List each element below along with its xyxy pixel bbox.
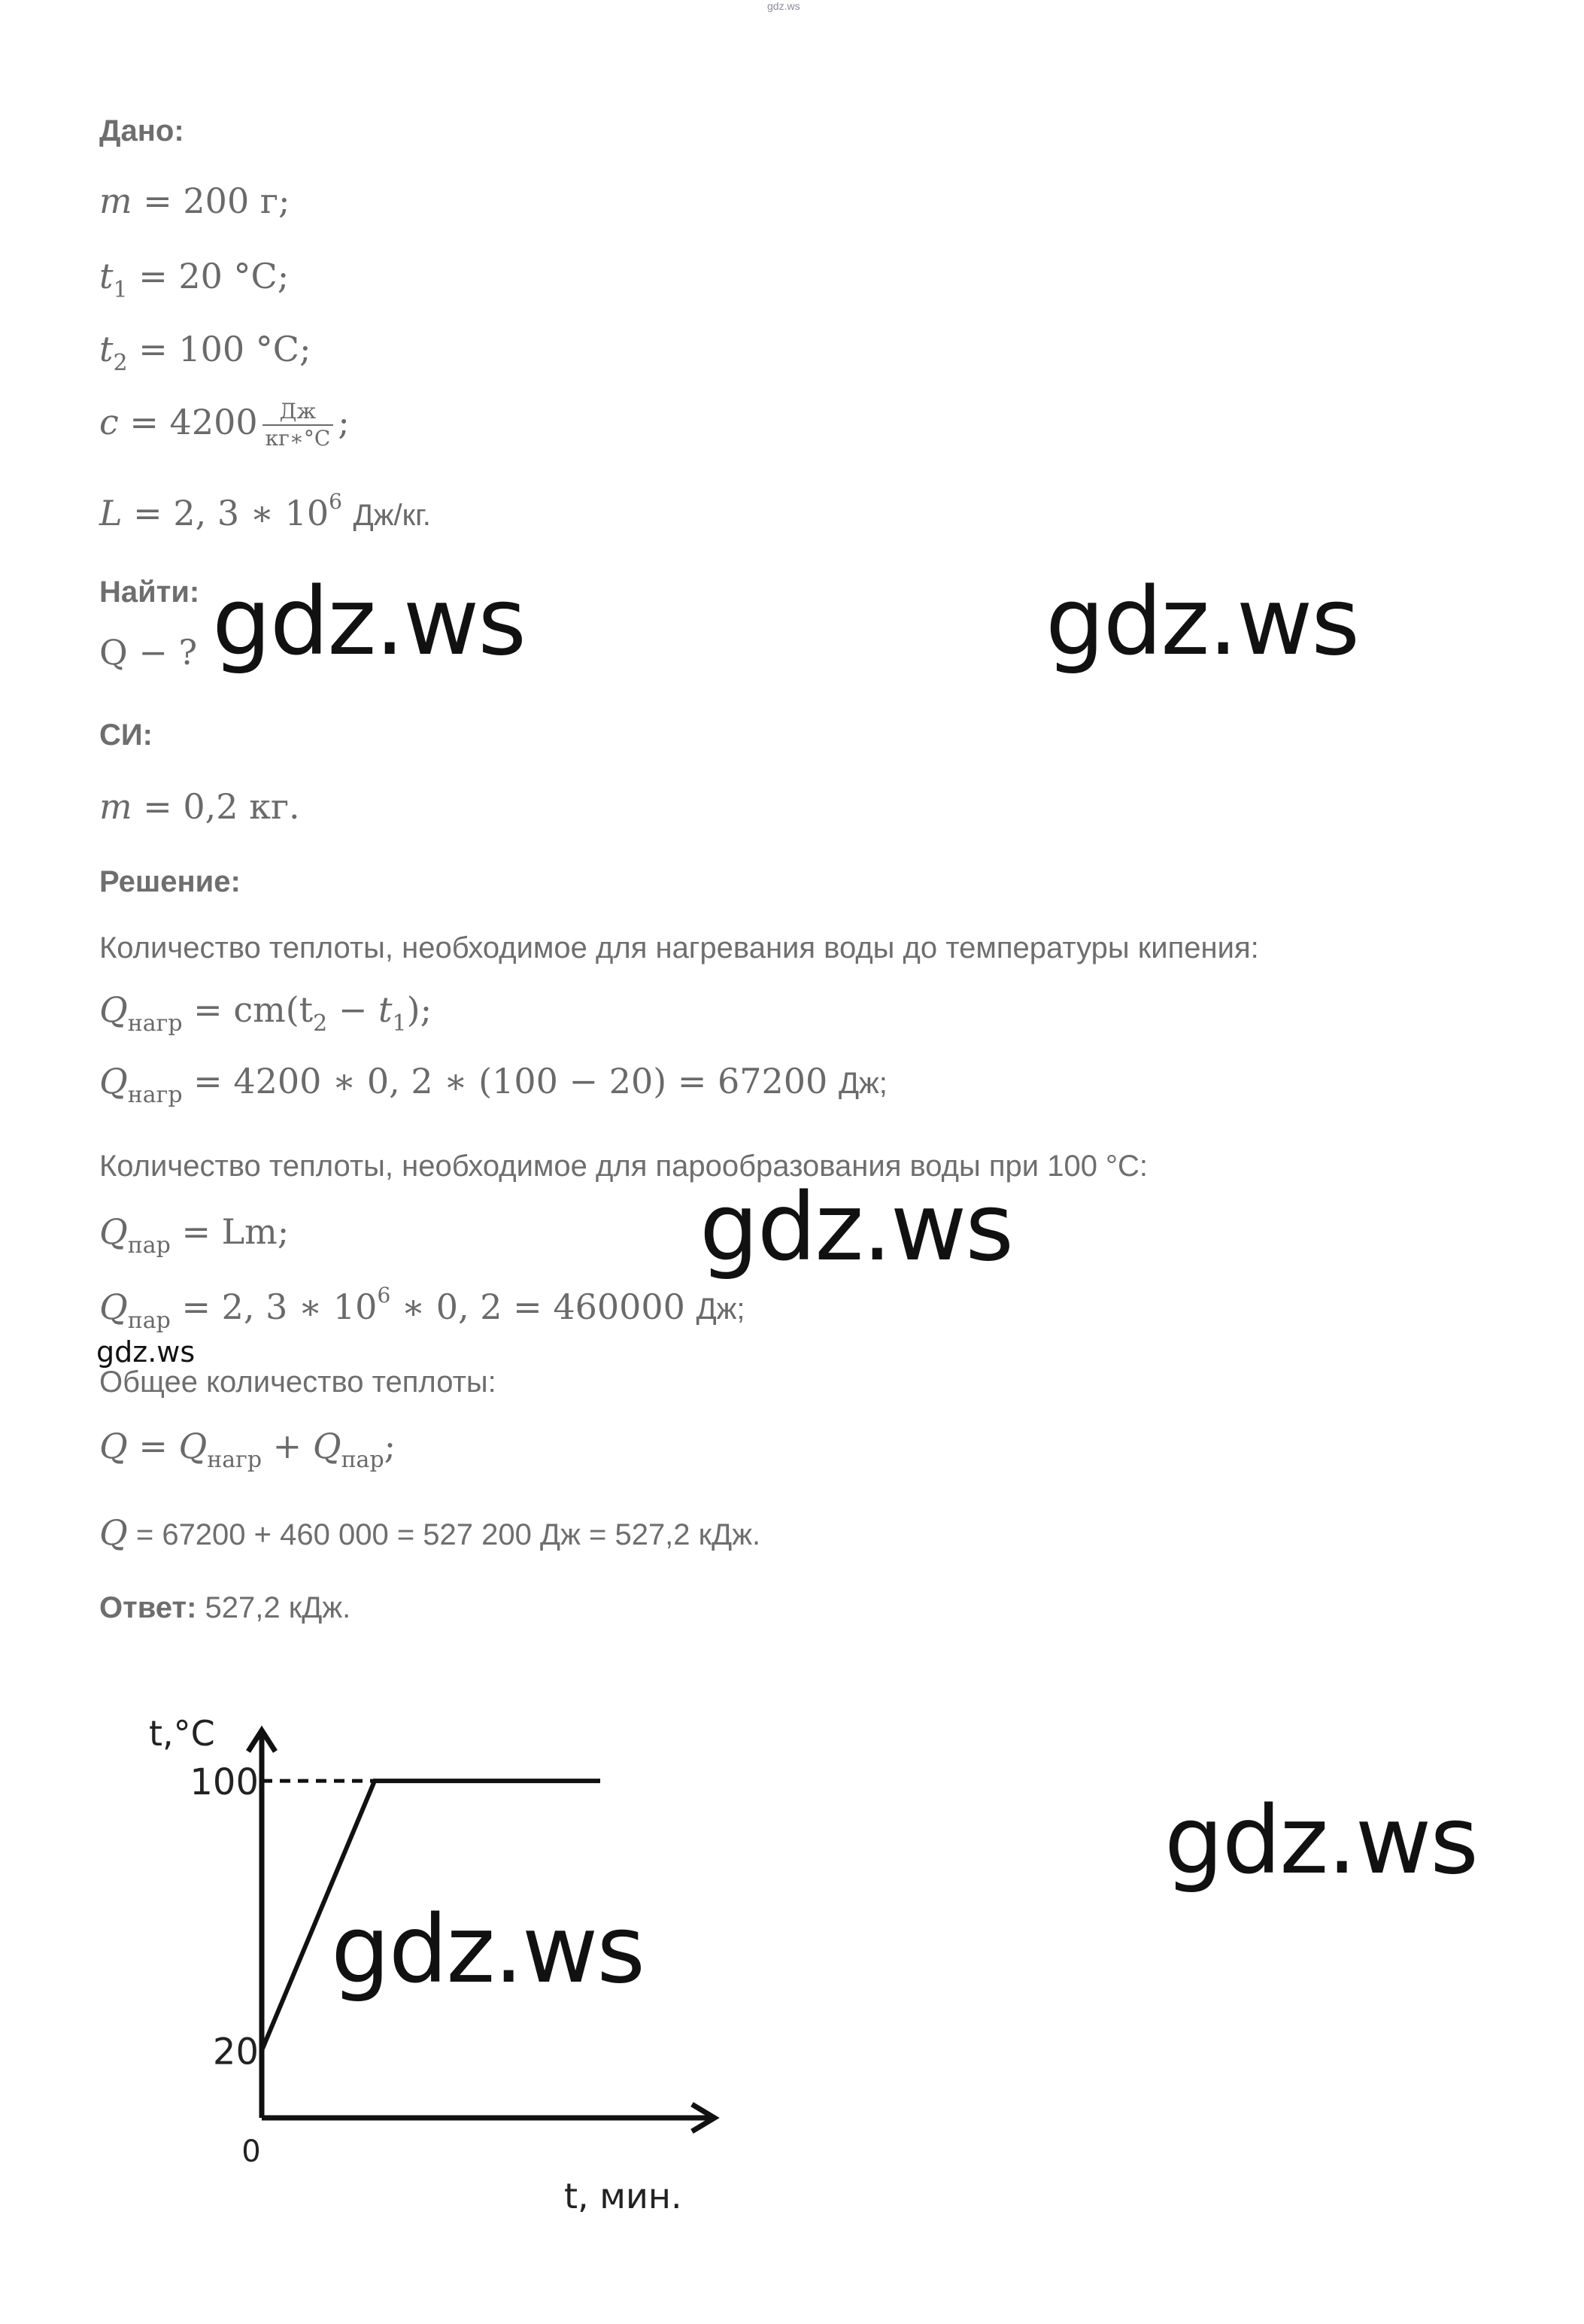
formula-vaporization-rhs: = Lm; <box>181 1211 290 1252</box>
sub-vap-3: пар <box>341 1447 384 1473</box>
top-watermark: gdz.ws <box>767 0 800 12</box>
answer-text: 527,2 кДж. <box>205 1591 351 1624</box>
formula-vaporization-tail: ∗ 0, 2 = 460000 <box>401 1287 685 1327</box>
formula-vaporization-exp: 6 <box>377 1283 391 1308</box>
given-mass-value: = 200 г; <box>143 181 290 221</box>
watermark: gdz.ws <box>1045 568 1358 676</box>
y-axis-label: t,°С <box>149 1713 215 1754</box>
find-heading: Найти: <box>99 576 200 609</box>
given-latent-heat: L = 2, 3 ∗ $10^6$ Дж/кг. <box>99 489 431 533</box>
si-mass: m = 0,2 кг. <box>99 786 300 827</box>
given-t1-value: = 20 °С; <box>138 256 290 296</box>
given-c-value: = 4200 <box>129 402 258 442</box>
given-t2-value: = 100 °С; <box>138 329 311 369</box>
watermark: gdz.ws <box>96 1335 196 1369</box>
watermark: gdz.ws <box>331 1896 644 2004</box>
x-axis-label: t, мин. <box>564 2176 682 2212</box>
given-c-unit-num: Дж <box>262 399 334 426</box>
formula-heating-rhs: = cm(t <box>193 989 314 1030</box>
sub-heat-1: нагр <box>127 1010 183 1037</box>
formula-total: $Q = Q_{нагр} + Q_{пар}$; <box>99 1426 396 1473</box>
sub-vap-1: пар <box>127 1232 171 1259</box>
given-c-unit <box>262 399 334 451</box>
given-heading: Дано: <box>99 114 184 147</box>
solution-paragraph-vaporization: Количество теплоты, необходимое для парообразования воды при 100 °С: <box>99 1150 1149 1183</box>
given-specific-heat: c = 4200 $\frac{Дж}{кг∗^\circ С}$ ; <box>99 399 350 451</box>
given-l-unit: Дж/кг. <box>353 499 431 532</box>
si-mass-value: = 0,2 кг. <box>143 786 300 827</box>
solution-paragraph-total: Общее количество теплоты: <box>99 1366 496 1399</box>
answer-heading: Ответ: <box>99 1591 197 1624</box>
formula-total-calc: Q = 67200 + 460 000 = 527 200 Дж = 527,2 кДж. <box>99 1512 761 1553</box>
given-t2: $t_2 = 100$ °С; <box>99 329 311 376</box>
formula-heating-calc-rhs: = 4200 ∗ 0, 2 ∗ (100 − 20) = 67200 <box>193 1061 828 1101</box>
given-c-unit-den: кг∗°С <box>265 426 331 451</box>
formula-heating: $Q_{нагр} = cm(t_2 - t_1)$; <box>99 989 432 1037</box>
given-l-exp: 6 <box>329 489 342 514</box>
given-mass: m = 200 г; <box>99 181 290 221</box>
formula-vaporization-calc-rhs: = 2, 3 ∗ 10 <box>181 1287 378 1327</box>
sub-heat-3: нагр <box>207 1447 262 1473</box>
formula-vaporization: $Q_{пар} = Lm$; <box>99 1211 290 1259</box>
x-tick-label: 0 <box>241 2134 261 2169</box>
solution-paragraph-heating: Количество теплоты, необходимое для нагревания воды до температуры кипения: <box>99 931 1259 965</box>
formula-heating-calc-unit: Дж; <box>838 1067 888 1100</box>
watermark: gdz.ws <box>1164 1787 1477 1895</box>
watermark: gdz.ws <box>699 1174 1012 1282</box>
watermark: gdz.ws <box>212 568 525 676</box>
y-tick-label: 100 <box>190 1761 259 1804</box>
answer <box>99 1591 350 1625</box>
si-heading: СИ: <box>99 718 153 752</box>
given-t1: $t_1 = 20$ °С; <box>99 256 290 303</box>
sub-heat-2: нагр <box>127 1082 183 1108</box>
formula-vaporization-unit: Дж; <box>696 1293 745 1326</box>
formula-vaporization-calc: $Q_{пар} = 2$, 3 ∗ $10^6$ ∗ 0, 2 = 460000 Дж; <box>99 1283 745 1334</box>
given-l-value: = 2, 3 ∗ 10 <box>133 493 329 533</box>
find-text: Q − ? <box>99 632 198 673</box>
solution-heading: Решение: <box>99 865 241 898</box>
y-tick-label: 20 <box>212 2031 259 2073</box>
sub-vap-2: пар <box>127 1308 171 1334</box>
formula-heating-calc: $Q_{нагр} = 4200$ ∗ 0, 2 ∗ (100 − 20) = 67200 Дж; <box>99 1061 888 1108</box>
formula-total-calc-text: = 67200 + 460 000 = 527 200 Дж = 527,2 кДж. <box>135 1518 761 1551</box>
